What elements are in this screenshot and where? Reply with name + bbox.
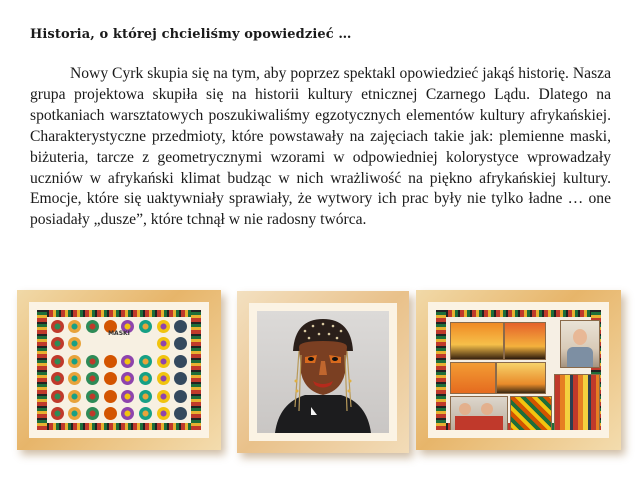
mask-tile: [86, 407, 99, 420]
mask-tile: [86, 390, 99, 403]
mask-tile: [104, 372, 117, 385]
masked-child-illustration: [257, 311, 389, 433]
poster-title: MASKI: [108, 330, 130, 337]
mask-tile: [104, 390, 117, 403]
mask-tile: [157, 390, 170, 403]
mask-tile: [157, 372, 170, 385]
mask-tile: [51, 337, 64, 350]
mask-tile: [121, 390, 134, 403]
mask-tile: [68, 390, 81, 403]
mask-tile: [68, 372, 81, 385]
mask-tile: [104, 355, 117, 368]
mask-tile: [121, 407, 134, 420]
mask-tile: [121, 355, 134, 368]
photo-frame-mask-child: [237, 291, 409, 453]
mask-tile: [121, 372, 134, 385]
mask-tile: [157, 407, 170, 420]
mask-tile: [139, 372, 152, 385]
mask-tile: [174, 372, 187, 385]
page-title: Historia, o której chcieliśmy opowiedzieć …: [30, 27, 352, 42]
mask-tile: [68, 355, 81, 368]
photo-mat: [29, 302, 209, 438]
collage-poster-image: [436, 310, 601, 430]
mask-tile: [139, 407, 152, 420]
mask-tile: [51, 390, 64, 403]
masked-child-image: [257, 311, 389, 433]
photo-frame-collage: [416, 290, 621, 450]
mask-tile: [139, 355, 152, 368]
mask-tile: [51, 372, 64, 385]
mask-tile: [174, 337, 187, 350]
mask-tile: [157, 337, 170, 350]
mask-tile: [157, 355, 170, 368]
mask-tile: [68, 407, 81, 420]
photo-frame-masks: [17, 290, 221, 450]
photo-mat: [249, 303, 397, 441]
mask-tile: [174, 355, 187, 368]
mask-tile: [174, 407, 187, 420]
mask-tile: [51, 355, 64, 368]
mask-tile: [86, 372, 99, 385]
mask-tile: [174, 390, 187, 403]
body-paragraph: Nowy Cyrk skupia się na tym, aby poprzez spektakl opowiedzieć jakąś historię. Nasza grupa projektowa skupiła się na historii kultury etnicznej Czarnego Lądu. Dlatego na spotkaniach warsztatowych poszukiwaliśmy egzotycznych elementów kultury afrykańskiej. Charakterystyczne przedmioty, które powstawały na zajęciach takie jak: plemienne maski, biżuteria, tarcze z geometrycznymi wzorami w odpowiedniej kolorystyce wprowadzały uczniów w afrykański klimat budząc w nich wrażliwość na piękno afrykańskiej kultury. Emocje, które się uaktywniały sprawiały, że wytwory ich prac były nie tylko ładne … one posiadały „dusze”, które tchnął w nie radosny twórca.: [30, 65, 611, 229]
mask-tile: [104, 407, 117, 420]
mask-tile: [139, 390, 152, 403]
masks-poster-image: [37, 310, 201, 430]
photo-mat: [428, 302, 609, 438]
mask-tile: [68, 337, 81, 350]
mask-tile: [51, 407, 64, 420]
mask-tile: [86, 355, 99, 368]
